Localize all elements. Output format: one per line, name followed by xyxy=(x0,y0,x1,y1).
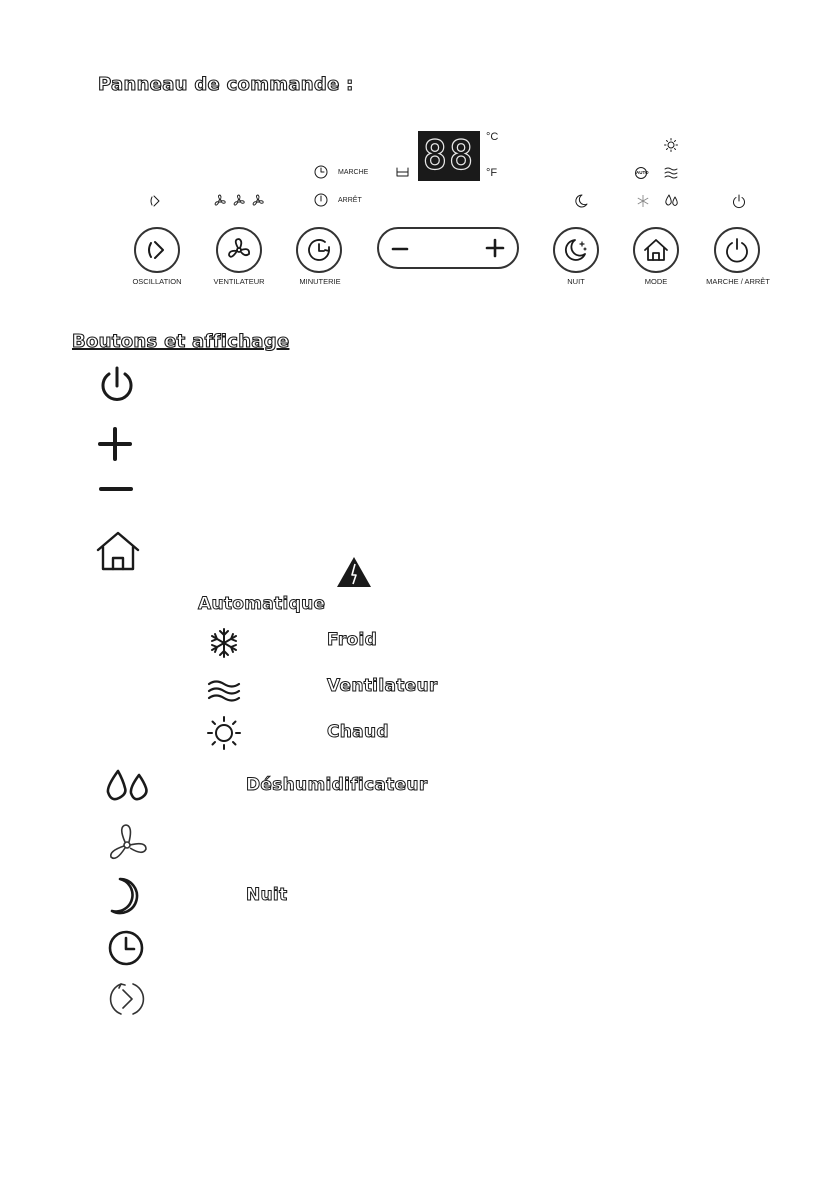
cool-indicator-icon xyxy=(636,194,650,208)
power-icon xyxy=(723,236,751,264)
minus-button[interactable] xyxy=(390,239,410,259)
unit-celsius: °C xyxy=(486,131,499,143)
legend-title: Boutons et affichage xyxy=(72,331,290,352)
plus-button[interactable] xyxy=(485,238,505,258)
night-mode-label: Nuit xyxy=(246,885,288,905)
wave-icon xyxy=(207,678,241,704)
mode-legend-icon xyxy=(95,530,141,572)
timer-on-icon xyxy=(314,165,328,179)
night-indicator-icon xyxy=(574,194,588,208)
timer-off-icon xyxy=(314,193,328,207)
timer-on-label: MARCHE xyxy=(338,169,369,176)
auto-mode-label: Automatique xyxy=(198,594,326,614)
oscillation-indicator-icon xyxy=(149,194,163,208)
water-tank-icon xyxy=(396,166,410,178)
home-icon xyxy=(642,236,670,264)
led-display xyxy=(418,131,480,181)
fan-speed-button[interactable] xyxy=(216,227,262,273)
timer-button[interactable] xyxy=(296,227,342,273)
heat-indicator-icon xyxy=(664,138,678,152)
mode-button[interactable] xyxy=(633,227,679,273)
fan-mode-indicator-icon xyxy=(664,166,678,180)
warning-icon xyxy=(336,556,372,588)
cool-mode-label: Froid xyxy=(327,630,378,650)
temperature-adjust-pill xyxy=(377,227,519,269)
timer-label: MINUTERIE xyxy=(299,277,341,286)
night-label: NUIT xyxy=(567,277,585,286)
dehumidify-legend-icon xyxy=(103,768,153,806)
page-title: Panneau de commande : xyxy=(98,74,354,95)
fan-icon xyxy=(225,236,253,264)
snowflake-icon xyxy=(208,627,240,659)
fan-speed-indicator-icon xyxy=(213,194,267,208)
moon-legend-icon xyxy=(106,876,142,916)
heat-mode-label: Chaud xyxy=(327,722,389,742)
fan-speed-label: VENTILATEUR xyxy=(213,277,265,286)
oscillation-icon xyxy=(144,237,170,263)
power-indicator-icon xyxy=(732,194,746,208)
night-icon xyxy=(562,236,590,264)
fan-legend-icon xyxy=(104,822,150,868)
timer-icon xyxy=(305,236,333,264)
oscillation-legend-icon xyxy=(107,980,147,1018)
fan-mode-label: Ventilateur xyxy=(327,676,438,696)
unit-fahrenheit: °F xyxy=(486,167,498,179)
oscillation-button[interactable] xyxy=(134,227,180,273)
sun-icon xyxy=(207,716,241,750)
power-legend-icon xyxy=(97,366,137,406)
power-label: MARCHE / ARRÊT xyxy=(706,277,770,286)
night-button[interactable] xyxy=(553,227,599,273)
minus-legend-icon xyxy=(99,481,135,497)
oscillation-label: OSCILLATION xyxy=(132,277,182,286)
auto-indicator-label: AUTO xyxy=(636,170,649,175)
dehumidifier-label: Déshumidificateur xyxy=(246,775,428,795)
mode-label: MODE xyxy=(644,277,668,286)
display-digits: 88 xyxy=(422,133,476,179)
timer-legend-icon xyxy=(107,929,145,967)
dehumidify-indicator-icon xyxy=(664,193,680,208)
plus-legend-icon xyxy=(98,427,134,463)
power-button[interactable] xyxy=(714,227,760,273)
timer-off-label: ARRÊT xyxy=(338,197,362,204)
